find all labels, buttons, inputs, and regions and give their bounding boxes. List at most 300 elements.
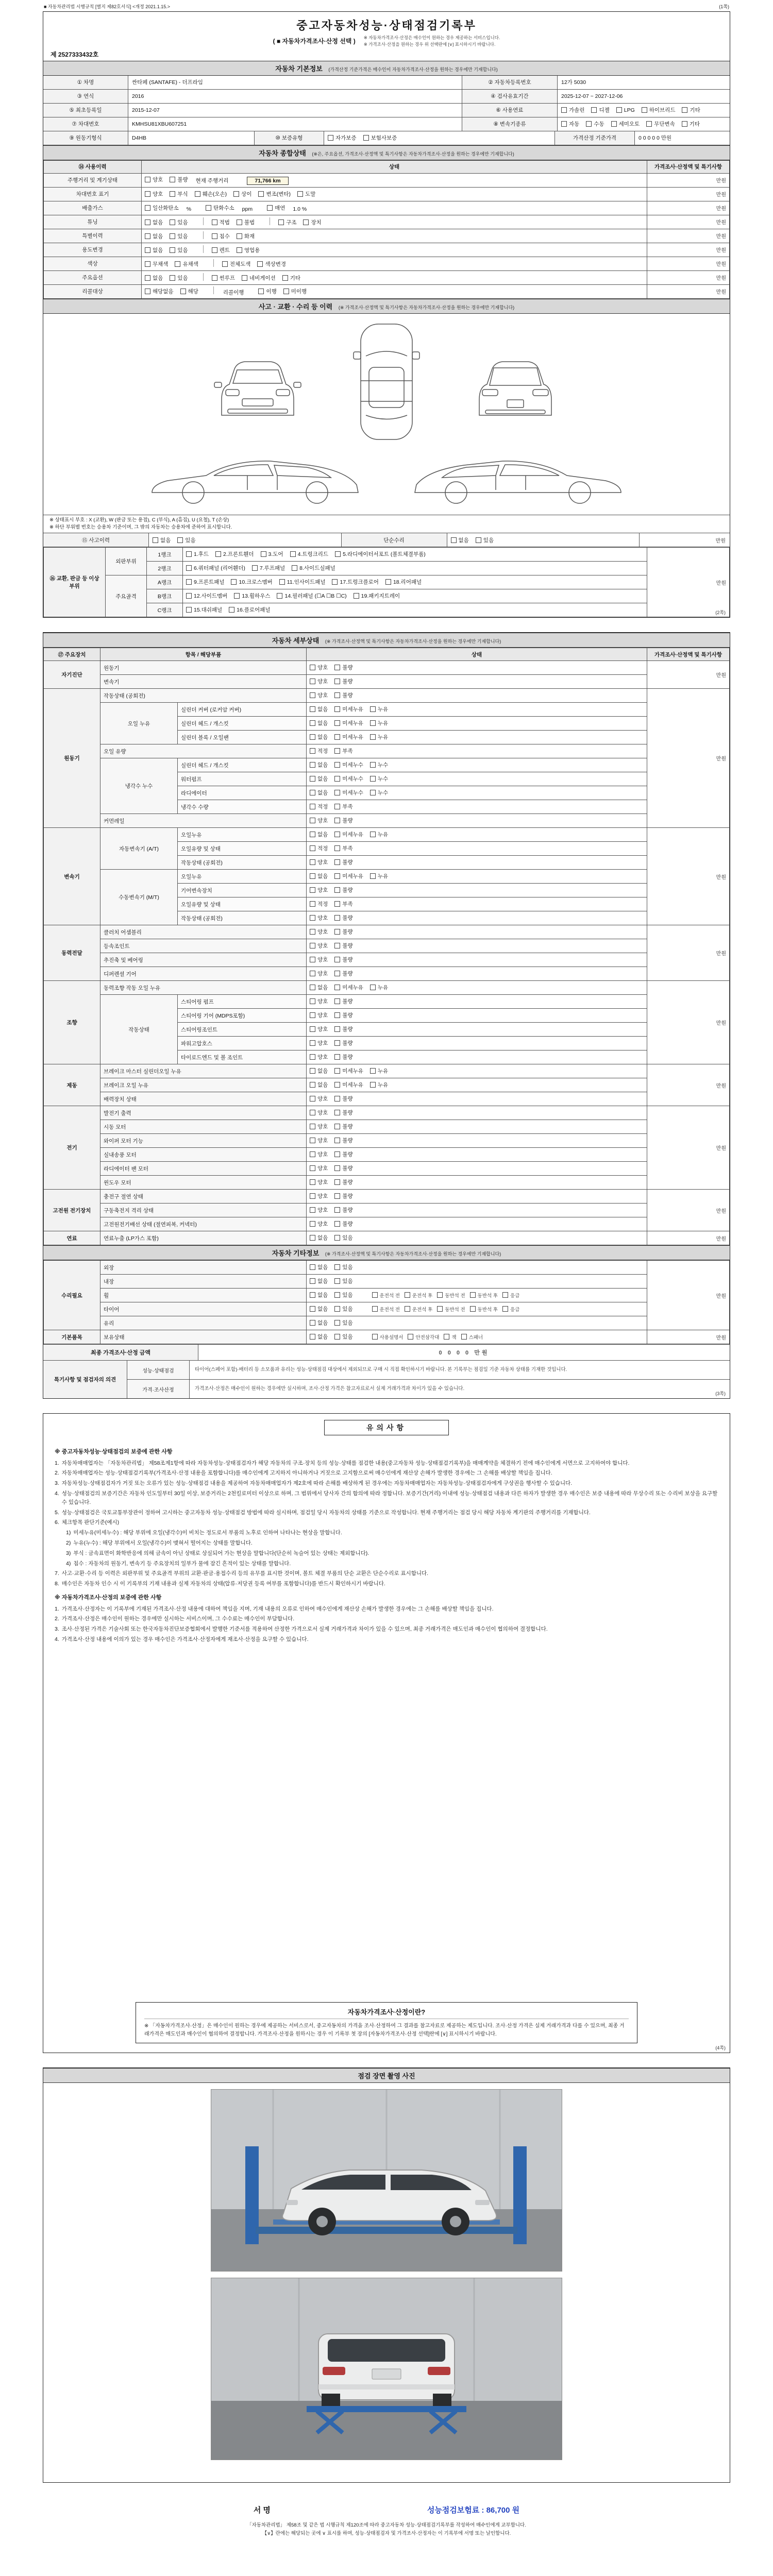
checkbox[interactable]	[145, 177, 150, 182]
checkbox[interactable]	[310, 1151, 315, 1157]
checkbox[interactable]	[145, 205, 150, 211]
checkbox[interactable]	[370, 832, 376, 837]
checkbox[interactable]	[334, 943, 340, 948]
item-name: 추진축 및 베어링	[100, 953, 307, 967]
checkbox-label: 누유	[377, 1068, 389, 1074]
checkbox[interactable]	[370, 873, 376, 879]
checkbox[interactable]	[354, 593, 359, 599]
checkbox[interactable]	[186, 551, 192, 557]
checkbox-option	[561, 106, 584, 114]
page-indicator: (1쪽)	[719, 4, 729, 9]
checkbox[interactable]	[310, 859, 315, 865]
notes-item	[55, 1569, 718, 1578]
checkbox[interactable]	[334, 1334, 340, 1340]
inspection-insurance-fee: 성능점검보험료 : 86,700 원	[427, 2506, 520, 2515]
item-name: 시동 모터	[100, 1120, 307, 1134]
checkbox[interactable]	[278, 219, 284, 225]
checkbox[interactable]	[334, 859, 340, 865]
column-header: 상태	[142, 160, 647, 173]
checkbox[interactable]	[334, 1138, 340, 1143]
checkbox[interactable]	[290, 551, 296, 557]
checkbox[interactable]	[334, 998, 340, 1004]
checkbox[interactable]	[310, 734, 315, 740]
checkbox[interactable]	[170, 191, 175, 197]
checkbox[interactable]	[145, 261, 150, 267]
notes-item	[55, 1479, 718, 1488]
checkbox-option	[616, 107, 635, 113]
checkbox[interactable]	[334, 971, 340, 976]
device-name: 동력전달	[44, 925, 100, 981]
checkbox[interactable]	[461, 1334, 467, 1340]
checkbox[interactable]	[437, 1306, 443, 1312]
checkbox-label: 색상변경	[265, 261, 287, 267]
checkbox[interactable]	[310, 1110, 315, 1115]
price-cell: 만원	[647, 173, 730, 187]
checkbox[interactable]	[334, 845, 340, 851]
checkbox[interactable]	[186, 565, 192, 571]
checkbox[interactable]	[310, 1026, 315, 1032]
title-area	[43, 12, 730, 61]
checkbox[interactable]	[370, 776, 376, 782]
checkbox[interactable]	[372, 1292, 378, 1298]
checkbox[interactable]	[310, 1096, 315, 1101]
checkbox[interactable]	[370, 706, 376, 712]
checkbox[interactable]	[451, 537, 457, 543]
checkbox[interactable]	[186, 593, 192, 599]
checkbox[interactable]	[310, 971, 315, 976]
checkbox[interactable]	[502, 1306, 508, 1312]
checkbox[interactable]	[257, 261, 263, 267]
checkbox[interactable]	[292, 565, 297, 571]
checkbox[interactable]	[334, 1151, 340, 1157]
checkbox[interactable]	[186, 607, 192, 613]
price-survey-info-text: ※ 「자동차가격조사·산정」은 매수인이 원하는 경우에 제공하는 서비스로서, 중고자동차의 가격을 조사·산정하여 그 결과를 참고자료로 제공하는 제도입니다. 조사·산정 가격은 실제 거래가격과 다를 수 있으며, 최종 거래가격은 매도인과 매수인이 협의하여 결정합니다. 가격조사·산정을 원하시는 경우 이 기록부 첫 장의 [자동차가격조사·산정 선택]란에 [∨] 표시하시기 바랍니다.	[144, 2023, 625, 2037]
item-name: 배력장치 상태	[100, 1092, 307, 1106]
checkbox[interactable]	[334, 929, 340, 935]
item-part-name: 작동상태 (공회전)	[178, 911, 307, 925]
checkbox[interactable]	[334, 776, 340, 782]
checkbox-option	[334, 1164, 352, 1172]
checkbox[interactable]	[310, 1292, 315, 1298]
checkbox[interactable]	[372, 1334, 378, 1340]
checkbox[interactable]	[385, 579, 391, 585]
item-state	[307, 703, 647, 717]
checkbox[interactable]	[310, 748, 315, 754]
device-row	[44, 828, 730, 842]
checkbox[interactable]	[310, 1193, 315, 1199]
checkbox[interactable]	[328, 135, 333, 141]
checkbox-label: 자가보증	[335, 135, 357, 141]
checkbox[interactable]	[370, 1068, 376, 1074]
checkbox[interactable]	[310, 998, 315, 1004]
checkbox[interactable]	[145, 289, 150, 294]
checkbox[interactable]	[334, 1165, 340, 1171]
checkbox[interactable]	[310, 887, 315, 893]
price-cell: 만원	[647, 201, 730, 215]
checkbox[interactable]	[334, 1292, 340, 1298]
checkbox[interactable]	[310, 1012, 315, 1018]
checkbox[interactable]	[370, 734, 376, 740]
checkbox[interactable]	[310, 692, 315, 698]
item-name: 보유상태	[100, 1330, 307, 1344]
checkbox[interactable]	[170, 219, 175, 225]
checkbox-option	[334, 747, 352, 755]
checkbox[interactable]	[334, 1235, 340, 1241]
checkbox[interactable]	[334, 748, 340, 754]
checkbox[interactable]	[310, 1278, 315, 1284]
checkbox[interactable]	[363, 135, 369, 141]
checkbox[interactable]	[334, 1124, 340, 1129]
checkbox[interactable]	[334, 1207, 340, 1213]
checkbox[interactable]	[222, 261, 228, 267]
checkbox-option	[372, 1292, 400, 1299]
checkbox[interactable]	[334, 804, 340, 809]
checkbox-option	[334, 803, 352, 810]
checkbox-option	[310, 1011, 328, 1019]
checkbox[interactable]	[334, 873, 340, 879]
checkbox-label: 누유	[377, 706, 389, 713]
checkbox[interactable]	[212, 247, 217, 253]
notes-item-number: 7.	[55, 1570, 59, 1577]
checkbox[interactable]	[408, 1334, 413, 1340]
checkbox[interactable]	[242, 275, 247, 281]
column-header: 가격조사·산정액 및 특기사항	[647, 160, 730, 173]
checkbox-label: 안전삼각대	[415, 1334, 440, 1341]
checkbox[interactable]	[237, 219, 242, 225]
item-state	[307, 1261, 647, 1275]
checkbox[interactable]	[370, 790, 376, 795]
checkbox-label: 장치	[311, 219, 322, 226]
checkbox[interactable]	[334, 1320, 340, 1326]
notes-item-text: 자동차매매업자는 성능·상태점검기록부(가격조사·산정 내용을 포함합니다)를 매수인에게 고지하지 아니하거나 거짓으로 고지함으로써 매수인에게 재산상 손해가 발생한 경우에는 그 손해를 배상할 책임을 집니다.	[61, 1470, 552, 1477]
checkbox-label: 응급	[510, 1293, 520, 1299]
checkbox[interactable]	[229, 607, 234, 613]
checkbox-option	[292, 564, 335, 572]
checkbox[interactable]	[334, 790, 340, 795]
checkbox[interactable]	[153, 537, 158, 543]
checkbox[interactable]	[310, 1221, 315, 1227]
footer	[43, 2518, 730, 2544]
checkbox-label: 미세누유	[342, 1082, 363, 1088]
checkbox[interactable]	[310, 1165, 315, 1171]
checkbox-label: 상이	[241, 191, 252, 197]
checkbox[interactable]	[145, 191, 150, 197]
checkbox[interactable]	[258, 289, 264, 294]
document-title: 중고자동차성능·상태점검기록부	[296, 19, 477, 32]
notes-subheading: ※ 자동차가격조사·산정의 보증에 관한 사항	[55, 1594, 162, 1601]
checkbox[interactable]	[310, 1320, 315, 1326]
item-group-name: 냉각수 누수	[100, 758, 178, 814]
checkbox[interactable]	[591, 107, 597, 113]
item-state	[307, 856, 647, 870]
checkbox[interactable]	[310, 873, 315, 879]
checkbox[interactable]	[502, 1292, 508, 1298]
checkbox[interactable]	[476, 537, 481, 543]
checkbox-label: 있음	[342, 1320, 353, 1326]
checkbox-group	[310, 1039, 360, 1047]
checkbox[interactable]	[170, 275, 175, 281]
checkbox[interactable]	[444, 1334, 449, 1340]
checkbox-label: 없음	[160, 537, 171, 544]
checkbox[interactable]	[212, 219, 217, 225]
checkbox-option	[186, 550, 209, 558]
checkbox[interactable]	[310, 1207, 315, 1213]
checkbox-label: 불량	[342, 943, 353, 949]
field-value	[558, 90, 730, 103]
checkbox[interactable]	[334, 1110, 340, 1115]
device-row	[44, 661, 730, 675]
checkbox[interactable]	[334, 1193, 340, 1199]
checkbox-option	[334, 970, 352, 977]
checkbox[interactable]	[334, 1096, 340, 1101]
checkbox[interactable]	[277, 593, 282, 599]
item-state	[307, 1106, 647, 1120]
checkbox[interactable]	[215, 551, 221, 557]
checkbox[interactable]	[310, 1040, 315, 1046]
checkbox[interactable]	[334, 665, 340, 670]
checkbox[interactable]	[646, 121, 652, 127]
notes-item-text: 체크항목 판단기준(예시)	[61, 1519, 120, 1526]
checkbox[interactable]	[334, 1012, 340, 1018]
checkbox[interactable]	[310, 818, 315, 823]
checkbox-option	[234, 592, 270, 600]
checkbox[interactable]	[310, 943, 315, 948]
checkbox-group	[561, 106, 707, 114]
checkbox-group	[310, 1192, 360, 1200]
checkbox[interactable]	[470, 1306, 476, 1312]
signature-label: 서명	[253, 2506, 273, 2515]
checkbox[interactable]	[310, 1334, 315, 1340]
item-name: 클러치 어셈블리	[100, 925, 307, 939]
checkbox[interactable]	[682, 121, 687, 127]
checkbox[interactable]	[334, 1026, 340, 1032]
checkbox-label: 있음	[342, 1264, 353, 1270]
remarks-text: 가격조사·산정은 매수인이 원하는 경우에만 실시하며, 조사·산정 가격은 참고자료로서 실제 거래가격과 차이가 있을 수 있습니다.	[195, 1386, 465, 1392]
checkbox[interactable]	[611, 121, 617, 127]
checkbox[interactable]	[310, 915, 315, 921]
price-cell: 만원	[647, 689, 730, 828]
checkbox-option	[310, 691, 328, 699]
checkbox[interactable]	[334, 887, 340, 893]
checkbox[interactable]	[334, 706, 340, 712]
checkbox[interactable]	[212, 233, 217, 239]
checkbox-option	[334, 1263, 352, 1271]
checkbox[interactable]	[310, 1082, 315, 1088]
checkbox[interactable]	[334, 679, 340, 684]
checkbox[interactable]	[334, 692, 340, 698]
checkbox[interactable]	[310, 679, 315, 684]
checkbox[interactable]	[405, 1306, 410, 1312]
checkbox[interactable]	[206, 205, 211, 211]
checkbox[interactable]	[682, 107, 687, 113]
checkbox[interactable]	[233, 191, 239, 197]
checkbox[interactable]	[370, 720, 376, 726]
checkbox-label: 렌트	[219, 247, 230, 253]
checkbox[interactable]	[642, 107, 647, 113]
checkbox[interactable]	[186, 579, 192, 585]
checkbox[interactable]	[334, 1054, 340, 1060]
checkbox-group	[153, 536, 203, 544]
checkbox[interactable]	[334, 762, 340, 768]
field-label: ④ 검사유효기간	[462, 90, 558, 103]
item-state	[307, 1176, 647, 1190]
checkbox[interactable]	[177, 537, 183, 543]
checkbox[interactable]	[195, 191, 200, 197]
checkbox-label: 부족	[342, 804, 353, 810]
checkbox[interactable]	[334, 1179, 340, 1185]
checkbox[interactable]	[282, 275, 288, 281]
checkbox[interactable]	[237, 247, 242, 253]
checkbox[interactable]	[145, 233, 150, 239]
device-row	[44, 1302, 730, 1316]
device-row	[44, 744, 730, 758]
checkbox[interactable]	[334, 1264, 340, 1270]
item-group-name: 작동상태	[100, 995, 178, 1064]
checkbox[interactable]	[310, 1124, 315, 1129]
checkbox[interactable]	[310, 1179, 315, 1185]
checkbox[interactable]	[145, 275, 150, 281]
item-state	[307, 758, 647, 772]
checkbox[interactable]	[170, 247, 175, 253]
checkbox-group	[372, 1333, 488, 1341]
checkbox[interactable]	[405, 1292, 410, 1298]
checkbox[interactable]	[261, 551, 266, 557]
checkbox-option	[310, 1220, 328, 1228]
final-price-row	[43, 1344, 730, 1360]
checkbox-option	[175, 260, 198, 268]
checkbox[interactable]	[334, 1278, 340, 1284]
checkbox[interactable]	[334, 720, 340, 726]
checkbox-option	[257, 260, 286, 268]
checkbox[interactable]	[310, 985, 315, 990]
checkbox[interactable]	[372, 1306, 378, 1312]
device-row	[44, 870, 730, 884]
checkbox[interactable]	[332, 579, 338, 585]
checkbox[interactable]	[310, 804, 315, 809]
checkbox[interactable]	[334, 915, 340, 921]
checkbox[interactable]	[310, 790, 315, 795]
checkbox[interactable]	[561, 121, 567, 127]
checkbox-label: 없음	[317, 1292, 328, 1298]
checkbox[interactable]	[175, 261, 180, 267]
checkbox[interactable]	[170, 177, 175, 182]
item-state	[307, 1092, 647, 1106]
checkbox-option	[186, 578, 224, 586]
checkbox[interactable]	[334, 1306, 340, 1312]
checkbox-label: 없음	[317, 762, 328, 768]
item-state	[142, 201, 647, 215]
checkbox[interactable]	[334, 901, 340, 907]
checkbox-label: 17.트렁크플로어	[340, 579, 379, 585]
checkbox[interactable]	[252, 565, 258, 571]
item-part-name: 오일누유	[178, 870, 307, 884]
checkbox[interactable]	[234, 593, 240, 599]
checkbox[interactable]	[334, 1040, 340, 1046]
checkbox[interactable]	[231, 579, 237, 585]
checkbox[interactable]	[334, 1082, 340, 1088]
checkbox[interactable]	[303, 219, 309, 225]
remarks-label: 특기사항 및 점검자의 의견	[43, 1361, 127, 1398]
checkbox[interactable]	[334, 1221, 340, 1227]
price-cell: 만원	[647, 1261, 730, 1330]
checkbox[interactable]	[470, 1292, 476, 1298]
checkbox[interactable]	[310, 1264, 315, 1270]
checkbox[interactable]	[586, 121, 592, 127]
item-state	[142, 187, 647, 201]
checkbox-label: 훼손(오손)	[202, 191, 227, 197]
checkbox[interactable]	[616, 107, 622, 113]
checkbox[interactable]	[297, 191, 303, 197]
checkbox[interactable]	[180, 289, 186, 294]
checkbox[interactable]	[310, 1054, 315, 1060]
checkbox[interactable]	[310, 1068, 315, 1074]
checkbox[interactable]	[145, 219, 150, 225]
remarks-row	[127, 1361, 730, 1380]
checkbox-option	[611, 120, 640, 128]
checkbox[interactable]	[310, 665, 315, 670]
checkbox[interactable]	[145, 247, 150, 253]
divider	[203, 217, 204, 225]
checkbox[interactable]	[267, 205, 273, 211]
checkbox[interactable]	[335, 551, 341, 557]
checkbox[interactable]	[283, 289, 289, 294]
checkbox[interactable]	[170, 233, 175, 239]
checkbox[interactable]	[334, 818, 340, 823]
checkbox[interactable]	[310, 776, 315, 782]
checkbox[interactable]	[310, 1306, 315, 1312]
checkbox[interactable]	[370, 762, 376, 768]
checkbox-group	[310, 886, 360, 894]
field-label: ⑤ 최초등록일	[43, 104, 128, 117]
checkbox[interactable]	[310, 901, 315, 907]
checkbox[interactable]	[370, 1082, 376, 1088]
checkbox[interactable]	[310, 1138, 315, 1143]
checkbox[interactable]	[334, 985, 340, 990]
checkbox-label: 없음	[317, 985, 328, 991]
checkbox-option	[186, 592, 227, 600]
checkbox[interactable]	[310, 762, 315, 768]
notes-item-number: 4)	[66, 1560, 71, 1567]
checkbox[interactable]	[258, 191, 264, 197]
checkbox[interactable]	[334, 1068, 340, 1074]
item-part-name: 워터펌프	[178, 772, 307, 786]
checkbox-option	[310, 872, 328, 880]
checkbox[interactable]	[310, 720, 315, 726]
checkbox[interactable]	[310, 832, 315, 837]
checkbox[interactable]	[370, 985, 376, 990]
checkbox[interactable]	[334, 957, 340, 962]
checkbox[interactable]	[212, 275, 217, 281]
checkbox-label: 양호	[317, 679, 328, 685]
checkbox-option	[334, 1011, 352, 1019]
checkbox[interactable]	[310, 1235, 315, 1241]
checkbox[interactable]	[237, 233, 242, 239]
notes-item-text: 가격조사·산정은 매수인이 원하는 경우에만 실시하는 서비스이며, 그 수수료는 매수인이 부담합니다.	[61, 1616, 295, 1622]
checkbox-label: LPG	[624, 107, 635, 113]
checkbox[interactable]	[310, 957, 315, 962]
checkbox[interactable]	[310, 845, 315, 851]
checkbox[interactable]	[561, 107, 567, 113]
diagram-row-2	[43, 449, 730, 505]
inspection-photo-rear	[211, 2278, 562, 2460]
checkbox[interactable]	[310, 706, 315, 712]
checkbox[interactable]	[334, 832, 340, 837]
checkbox[interactable]	[310, 929, 315, 935]
checkbox-option	[145, 218, 163, 226]
checkbox[interactable]	[437, 1292, 443, 1298]
checkbox[interactable]	[334, 734, 340, 740]
checkbox[interactable]	[279, 579, 285, 585]
